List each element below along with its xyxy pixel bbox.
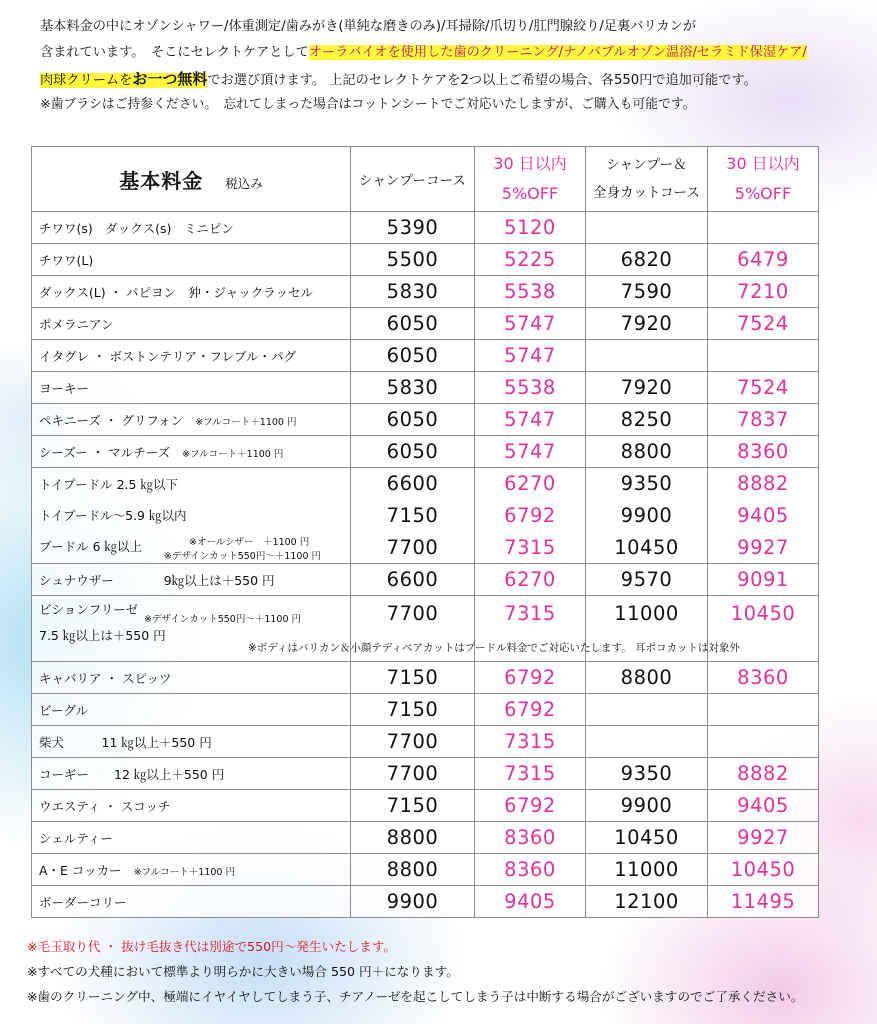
cut-discount-price: 8882	[737, 472, 789, 496]
shampoo-price: 6050	[351, 340, 475, 372]
shampoo-price: 7150	[351, 694, 475, 726]
cut-price: 9900	[586, 790, 708, 822]
shampoo-discount-price: 6792	[475, 662, 586, 694]
shampoo-discount-price: 5747	[475, 340, 586, 372]
select-care-highlight-2	[40, 70, 208, 88]
shampoo-price: 7150	[386, 503, 439, 527]
intro-line-2-text: 含まれています。 そこにセレクトケアとして	[40, 45, 309, 60]
shampoo-discount-price: 7315	[504, 535, 556, 559]
shampoo-discount-price: 5538	[475, 276, 586, 308]
shampoo-discount-price: 5747	[475, 308, 586, 340]
shampoo-discount-price: 6792	[504, 503, 556, 527]
shampoo-discount-price: 6792	[475, 790, 586, 822]
shampoo-discount-price: 5747	[475, 436, 586, 468]
breed-name: ビションフリーゼ	[39, 602, 139, 617]
cut-discount-price: 8360	[708, 662, 819, 694]
shampoo-discount-price: 7315	[475, 726, 586, 758]
cut-price: 11000	[586, 854, 708, 886]
table-row	[32, 886, 819, 918]
header-cut-course-l2: 全身カットコース	[593, 185, 700, 201]
cut-discount-price	[708, 212, 819, 244]
shampoo-discount-price: 8360	[475, 822, 586, 854]
breed-note: ※フルコート＋1100 円	[182, 448, 284, 460]
breed-note: ※フルコート＋1100 円	[195, 416, 297, 428]
cut-discount-price: 7837	[708, 404, 819, 436]
header-cut-course	[586, 147, 708, 212]
footer-note-2: ※すべての犬種において標準より明らかに大きい場合 550 円＋になります。	[27, 964, 459, 979]
shampoo-discount-price: 6270	[504, 472, 556, 496]
cut-discount-price: 11495	[708, 886, 819, 918]
header-base-price	[32, 147, 351, 212]
cut-discount-price: 10450	[708, 854, 819, 886]
breed-note: ※フルコート＋1100 円	[133, 866, 235, 878]
price-table	[31, 146, 819, 918]
breed-name: ボーダーコリー	[39, 894, 127, 910]
breed-name: ペキニーズ ・ グリフォン	[39, 412, 184, 428]
table-row	[32, 726, 819, 758]
breed-name: ヨーキー	[39, 380, 90, 396]
breed-name: ウエスティ ・ スコッチ	[39, 798, 171, 814]
header-shampoo-discount	[475, 147, 586, 212]
intro-line-4: ※歯ブラシはご持参ください。 忘れてしまった場合はコットンシートでご対応いたしますが、ご購入も可能です。	[40, 97, 696, 112]
table-body	[32, 212, 819, 918]
cut-discount-price	[708, 726, 819, 758]
cut-price	[586, 694, 708, 726]
breed-name: A・E コッカー	[39, 862, 122, 878]
table-row	[32, 694, 819, 726]
cut-price: 7920	[586, 372, 708, 404]
cut-price: 9900	[620, 503, 673, 527]
cut-price: 10450	[586, 822, 708, 854]
header-cut-discount	[708, 147, 819, 212]
cut-price: 10450	[614, 535, 679, 559]
shampoo-discount-price: 7315	[475, 596, 586, 662]
cut-discount-price: 8882	[708, 758, 819, 790]
shampoo-price: 7700	[351, 596, 475, 662]
header-cut-discount-l2: 5%OFF	[734, 184, 792, 203]
intro-line-3-text: でお選び頂けます。 上記のセレクトケアを2つ以上ご希望の場合、各550円で追加可能です。	[207, 73, 757, 88]
select-care-highlight-2-text: 肉球クリームを	[40, 73, 133, 88]
breed-name: シュナウザー 9㎏以上は＋550 円	[39, 572, 275, 588]
footer-note-3: ※歯のクリーニング中、極端にイヤイヤしてしまう子、チアノーゼを起こしてしまう子は中断する場合がございますのでご了承ください。	[27, 989, 804, 1004]
table-row	[32, 822, 819, 854]
table-row	[32, 854, 819, 886]
cut-price: 7590	[586, 276, 708, 308]
cut-price	[586, 212, 708, 244]
cut-price	[586, 340, 708, 372]
breed-name: チワワ(s) ダックス(s) ミニピン	[39, 220, 234, 236]
cut-discount-price: 7524	[708, 308, 819, 340]
cut-discount-price: 9091	[708, 564, 819, 596]
bichon-note: ※デザインカット550円～＋1100 円	[144, 614, 302, 625]
shampoo-price: 9900	[351, 886, 475, 918]
shampoo-price: 5390	[351, 212, 475, 244]
cut-discount-price: 7524	[708, 372, 819, 404]
cut-discount-price: 8360	[708, 436, 819, 468]
select-care-highlight: オーラバイオを使用した歯のクリーニング/ナノバブルオゾン温浴/セラミド保湿ケア/	[308, 45, 807, 60]
cut-discount-price	[708, 340, 819, 372]
shampoo-discount-price: 5538	[475, 372, 586, 404]
table-row-bichon	[32, 596, 819, 662]
table-row	[32, 308, 819, 340]
header-shampoo-discount-l1: 30 日以内	[493, 154, 567, 173]
bichon-weight-note: 7.5 ㎏以上は＋550 円	[39, 628, 166, 643]
table-row	[32, 758, 819, 790]
shampoo-discount-price: 7315	[475, 758, 586, 790]
cut-discount-price: 7210	[708, 276, 819, 308]
header-shampoo-discount-l2: 5%OFF	[501, 184, 559, 203]
header-title: 基本料金	[119, 168, 204, 193]
breed-name: キャバリア ・ スピッツ	[39, 670, 172, 686]
breed-name: トイプードル 2.5 ㎏以下	[39, 477, 178, 492]
table-row	[32, 244, 819, 276]
shampoo-price: 7700	[386, 535, 439, 559]
table-row	[32, 372, 819, 404]
shampoo-price: 5830	[351, 372, 475, 404]
table-row-poodle	[32, 468, 819, 564]
shampoo-price: 5500	[351, 244, 475, 276]
table-header	[32, 147, 819, 212]
bichon-body-note: ※ボディはバリカン＆小顔テディベアカットはプードル料金でご対応いたします。 耳ポコカットは対象外	[248, 642, 740, 654]
shampoo-price: 7700	[351, 726, 475, 758]
cut-price: 8800	[586, 662, 708, 694]
header-shampoo-course: シャンプーコース	[351, 147, 475, 212]
shampoo-price: 7150	[351, 662, 475, 694]
cut-price	[586, 726, 708, 758]
intro-line-1: 基本料金の中にオゾンシャワー/体重測定/歯みがき(単純な磨きのみ)/耳掃除/爪切り/肛門腺絞り/足裏バリカンが	[40, 19, 697, 34]
breed-name: プードル 6 ㎏以上	[39, 539, 143, 554]
table-row	[32, 212, 819, 244]
breed-name: ビーグル	[39, 702, 89, 718]
table-row	[32, 404, 819, 436]
shampoo-discount-price: 6792	[475, 694, 586, 726]
table-row	[32, 790, 819, 822]
table-row	[32, 340, 819, 372]
cut-price: 9570	[586, 564, 708, 596]
cut-price: 9350	[586, 758, 708, 790]
shampoo-discount-price: 9405	[475, 886, 586, 918]
intro-line-2	[40, 40, 870, 66]
breed-name: トイプードル～5.9 ㎏以内	[39, 508, 187, 523]
cut-discount-price: 9927	[708, 822, 819, 854]
shampoo-price: 8800	[351, 854, 475, 886]
shampoo-price: 6050	[351, 404, 475, 436]
one-free-label: お一つ無料	[132, 70, 208, 88]
cut-discount-price	[708, 694, 819, 726]
cut-price: 11000	[586, 596, 708, 662]
breed-name: チワワ(L)	[39, 252, 94, 268]
table-row	[32, 436, 819, 468]
poodle-note-scissor: ※オールシザー ＋1100 円	[189, 537, 310, 548]
shampoo-price: 6600	[386, 472, 439, 496]
cut-price: 12100	[586, 886, 708, 918]
table-row	[32, 564, 819, 596]
cut-price: 8250	[586, 404, 708, 436]
footer-notes	[27, 934, 867, 1009]
cut-discount-price: 10450	[708, 596, 819, 662]
shampoo-discount-price: 5747	[475, 404, 586, 436]
header-cut-course-l1: シャンプー＆	[606, 157, 687, 173]
intro-text	[40, 14, 870, 118]
shampoo-price: 5830	[351, 276, 475, 308]
breed-name: イタグレ ・ ボストンテリア・フレブル・パグ	[39, 348, 296, 364]
cut-price: 8800	[586, 436, 708, 468]
cut-price: 9350	[620, 472, 673, 496]
shampoo-price: 7150	[351, 790, 475, 822]
cut-discount-price: 9405	[708, 790, 819, 822]
shampoo-discount-price: 5225	[475, 244, 586, 276]
header-tax: 税込み	[225, 175, 263, 191]
table-row	[32, 276, 819, 308]
footer-note-1: ※毛玉取り代 ・ 抜け毛抜き代は別途で550円～発生いたします。	[27, 939, 397, 954]
cut-discount-price: 9405	[737, 503, 789, 527]
shampoo-price: 8800	[351, 822, 475, 854]
table-row	[32, 662, 819, 694]
shampoo-discount-price: 5120	[475, 212, 586, 244]
breed-name: シーズー ・ マルチーズ	[39, 444, 171, 460]
cut-price: 7920	[586, 308, 708, 340]
breed-name: ポメラニアン	[39, 316, 114, 332]
breed-name: 柴犬 11 ㎏以上＋550 円	[39, 734, 212, 750]
shampoo-price: 6050	[351, 308, 475, 340]
shampoo-price: 6600	[351, 564, 475, 596]
cut-price: 6820	[586, 244, 708, 276]
shampoo-discount-price: 6270	[475, 564, 586, 596]
breed-name: ダックス(L) ・ パピヨン 狆・ジャックラッセル	[39, 284, 314, 300]
shampoo-discount-price: 8360	[475, 854, 586, 886]
cut-discount-price: 9927	[737, 535, 789, 559]
shampoo-price: 6050	[351, 436, 475, 468]
cut-discount-price: 6479	[708, 244, 819, 276]
breed-name: コーギー 12 ㎏以上＋550 円	[39, 766, 225, 782]
intro-line-3	[40, 66, 870, 92]
breed-name: シェルティー	[39, 830, 113, 846]
poodle-note-design: ※デザインカット550円～＋1100 円	[164, 551, 322, 562]
header-cut-discount-l1: 30 日以内	[726, 154, 800, 173]
shampoo-price: 7700	[351, 758, 475, 790]
